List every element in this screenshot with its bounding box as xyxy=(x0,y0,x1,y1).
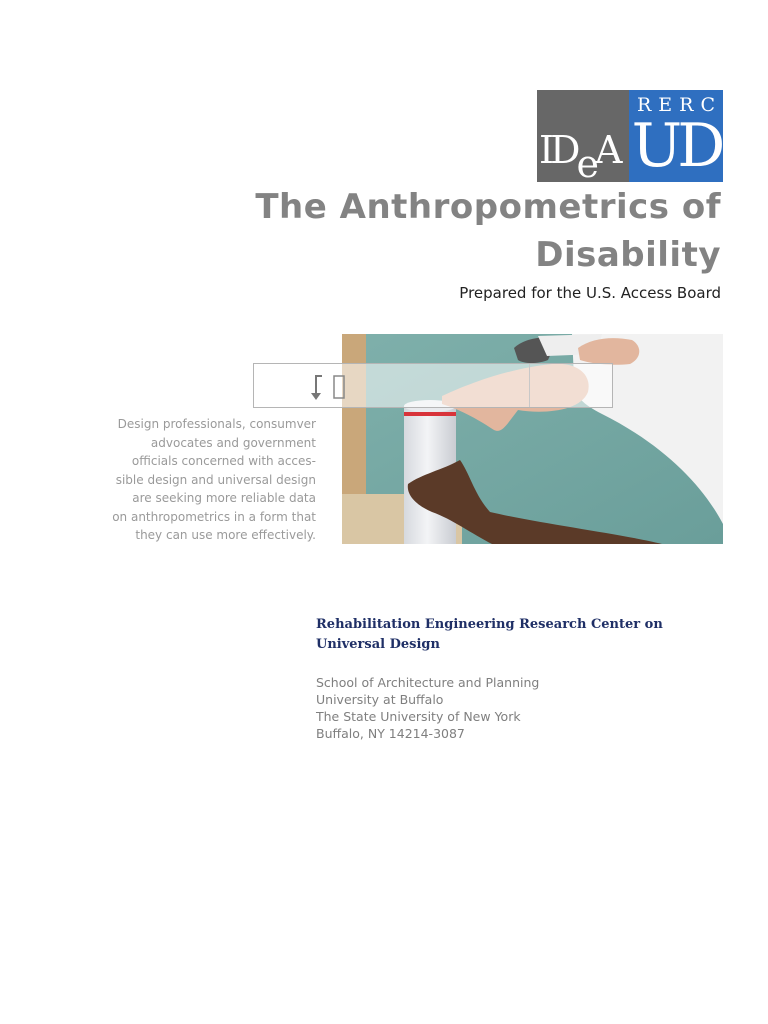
return-arrow-icon xyxy=(306,373,350,401)
intro-line: Design professionals, consumver xyxy=(117,417,316,431)
intro-line: sible design and universal design xyxy=(115,472,316,487)
rerc-ud-logo-block xyxy=(629,90,723,182)
address-line: School of Architecture and Planning xyxy=(316,675,540,690)
address-line: University at Buffalo xyxy=(316,692,444,707)
intro-paragraph xyxy=(86,415,316,545)
intro-line: are seeking more reliable data xyxy=(132,491,316,505)
overlay-frame xyxy=(253,363,613,408)
document-subtitle: Prepared for the U.S. Access Board xyxy=(459,284,721,302)
document-title xyxy=(255,183,721,279)
title-line-2: Disability xyxy=(535,235,721,275)
intro-line: advocates and government xyxy=(150,435,316,450)
idea-logo-text: IDeA xyxy=(539,128,619,182)
research-center-name: Rehabilitation Engineering Research Center on Universal Design xyxy=(316,617,663,652)
intro-line: officials concerned with acces- xyxy=(131,454,316,468)
intro-line: on anthropometrics in a form that xyxy=(112,509,316,524)
ud-logo-text: UD xyxy=(631,111,721,181)
address-line: Buffalo, NY 14214-3087 xyxy=(316,726,465,741)
address-block xyxy=(316,674,539,742)
address-line: The State University of New York xyxy=(316,709,521,724)
intro-line: they can use more effectively. xyxy=(135,528,316,542)
idea-rerc-ud-logo xyxy=(537,90,723,182)
title-line-1: The Anthropometrics of xyxy=(255,187,721,227)
overlay-divider xyxy=(529,364,530,407)
rerc-logo-text: RERC xyxy=(636,94,723,116)
idea-logo-block xyxy=(537,90,629,182)
